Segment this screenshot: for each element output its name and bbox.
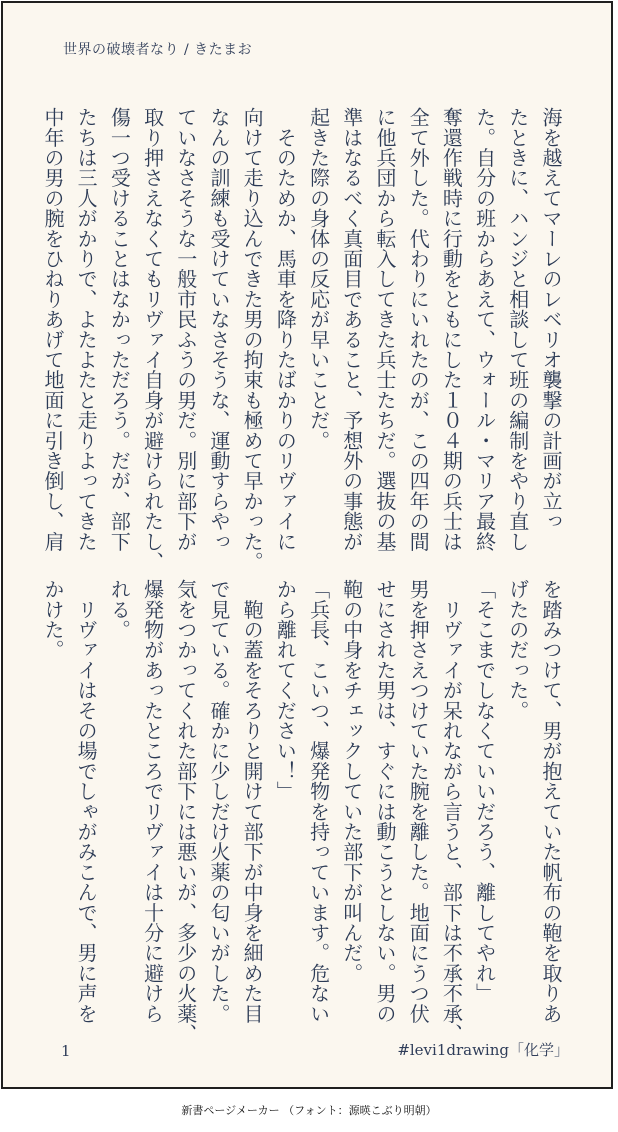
page-header-title: 世界の破壊者なり / きたまお [63, 42, 253, 58]
body-text-top: 海を越えてマーレのレベリオ襲撃の計画が立っ たときに、ハンジと相談して班の編制をやり直し た。自分の班からあえて、ウォール・マリア最終 奪還作戦時に行動をともにした１０４期の兵士は 全て外した。代わりにいれたのが、この四年の間 に他兵団から転入してきた兵士たちだ。選抜の基 準はなるべく真面目であること、予想外の事態が 起きた際の身体の反応が早いことだ。 そのためか、馬車を降りたばかりのリヴァイに 向けて走り込んできた男の拘束も極めて早かった。 なんの訓練も受けていなさそうな、運動すらやっ ていなさそうな一般市民ふうの男だ。別に部下が 取り押さえなくてもリヴァイ自身が避けられたし、 傷一つ受けることはなかっただろう。だが、部下 たちは三人がかりで、よたよたと走りよってきた 中年の男の腕をひねりあげて地面に引き倒し、肩 [40, 107, 563, 572]
book-page [1, 1, 613, 1089]
generator-credit: 新書ページメーカー （フォント：源暎こぶり明朝） [181, 1104, 437, 1117]
hashtag-label: #levi1drawing「化学」 [397, 1041, 569, 1059]
body-text-bottom: を踏みつけて、男が抱えていた帆布の鞄を取りあ げたのだった。 「そこまでしなくていいだろう、離してやれ」 リヴァイが呆れながら言うと、部下は不承不承、 男を押さえつけていた腕を離した。地面にうつ伏 せにされた男は、すぐには動こうとしない。男の 鞄の中身をチェックしていた部下が叫んだ。 「兵長、こいつ、爆発物を持っています。危ない から離れてください！」 鞄の蓋をそろりと開けて部下が中身を細めた目 で見ている。確かに少しだけ火薬の匂いがした。 気をつかってくれた部下には悪いが、多少の火薬、 爆発物があったところでリヴァイは十分に避けら れる。 リヴァイはその場でしゃがみこんで、男に声を かけた。 [40, 579, 563, 1044]
page-number: 1 [61, 1042, 71, 1060]
